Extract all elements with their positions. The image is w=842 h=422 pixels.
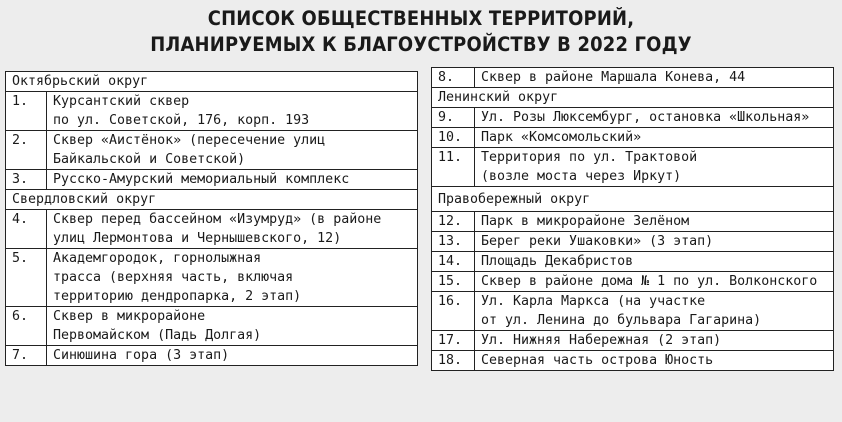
item-name-line: Ул. Нижняя Набережная (2 этап) bbox=[481, 333, 722, 348]
item-number: 18. bbox=[432, 351, 475, 371]
item-name-line: Сквер в районе дома № 1 по ул. Волконского bbox=[481, 274, 818, 289]
item-name bbox=[475, 272, 834, 292]
item-number: 11. bbox=[432, 148, 475, 187]
item-name-line: Берег реки Ушаковки» (3 этап) bbox=[481, 234, 714, 249]
item-number: 14. bbox=[432, 252, 475, 272]
item-name-line: Байкальской и Советской) bbox=[53, 152, 246, 167]
table-row bbox=[432, 68, 834, 88]
table-row bbox=[432, 128, 834, 148]
table-row bbox=[432, 292, 834, 331]
item-number: 6. bbox=[6, 307, 47, 346]
table-row bbox=[432, 212, 834, 232]
item-number: 8. bbox=[432, 68, 475, 88]
district-header-row bbox=[6, 190, 418, 210]
page-title bbox=[34, 6, 809, 58]
table-row bbox=[432, 232, 834, 252]
item-name-line: по ул. Советской, 176, корп. 193 bbox=[53, 113, 310, 128]
district-header: Правобережный округ bbox=[432, 187, 834, 212]
item-name bbox=[475, 351, 834, 371]
item-number: 13. bbox=[432, 232, 475, 252]
item-number: 4. bbox=[6, 210, 47, 249]
item-name-line: улиц Лермонтова и Чернышевского, 12) bbox=[53, 231, 342, 246]
district-header: Свердловский округ bbox=[6, 190, 418, 210]
district-header: Октябрьский округ bbox=[6, 72, 418, 92]
item-number: 5. bbox=[6, 249, 47, 307]
item-number: 1. bbox=[6, 92, 47, 131]
item-number: 17. bbox=[432, 331, 475, 351]
item-name-line: Сквер в районе Маршала Конева, 44 bbox=[481, 70, 746, 85]
item-name bbox=[475, 252, 834, 272]
item-number: 9. bbox=[432, 108, 475, 128]
item-name-line: Сквер в микрорайоне bbox=[53, 309, 206, 324]
item-name-line: Курсантский сквер bbox=[53, 94, 190, 109]
district-header: Ленинский округ bbox=[432, 88, 834, 108]
table-row bbox=[6, 210, 418, 249]
left-territory-table bbox=[5, 71, 418, 366]
item-name bbox=[47, 249, 418, 307]
item-name bbox=[47, 170, 418, 190]
table-row bbox=[432, 148, 834, 187]
item-name bbox=[47, 346, 418, 366]
item-number: 16. bbox=[432, 292, 475, 331]
table-row bbox=[6, 249, 418, 307]
item-name bbox=[475, 212, 834, 232]
title-line-2: ПЛАНИРУЕМЫХ К БЛАГОУСТРОЙСТВУ В 2022 ГОДУ bbox=[150, 33, 692, 56]
district-header-row bbox=[6, 72, 418, 92]
item-name-line: Парк в микрорайоне Зелёном bbox=[481, 214, 690, 229]
item-name-line: от ул. Ленина до бульвара Гагарина) bbox=[481, 313, 762, 328]
item-name bbox=[475, 68, 834, 88]
table-row bbox=[6, 307, 418, 346]
item-name-line: Сквер «Аистёнок» (пересечение улиц bbox=[53, 133, 326, 148]
table-row bbox=[6, 170, 418, 190]
item-number: 3. bbox=[6, 170, 47, 190]
item-name-line: Ул. Розы Люксембург, остановка «Школьная» bbox=[481, 110, 810, 125]
item-number: 10. bbox=[432, 128, 475, 148]
district-header-row bbox=[432, 88, 834, 108]
table-row bbox=[432, 351, 834, 371]
item-name-line: Площадь Декабристов bbox=[481, 254, 634, 269]
title-line-1: СПИСОК ОБЩЕСТВЕННЫХ ТЕРРИТОРИЙ, bbox=[207, 7, 635, 30]
item-name bbox=[475, 232, 834, 252]
item-name bbox=[475, 148, 834, 187]
table-row bbox=[432, 108, 834, 128]
item-name-line: Синюшина гора (3 этап) bbox=[53, 348, 230, 363]
item-name bbox=[47, 307, 418, 346]
table-row bbox=[432, 331, 834, 351]
item-name-line: Русско-Амурский мемориальный комплекс bbox=[53, 172, 350, 187]
item-name-line: Северная часть острова Юность bbox=[481, 353, 714, 368]
item-name-line: Парк «Комсомольский» bbox=[481, 130, 642, 145]
table-row bbox=[432, 272, 834, 292]
item-name-line: Территория по ул. Трактовой bbox=[481, 150, 698, 165]
item-name bbox=[47, 92, 418, 131]
district-header-row bbox=[432, 187, 834, 212]
item-name bbox=[475, 108, 834, 128]
table-row bbox=[6, 346, 418, 366]
item-name-line: Академгородок, горнолыжная bbox=[53, 251, 262, 266]
item-name bbox=[475, 331, 834, 351]
item-name-line: (возле моста через Иркут) bbox=[481, 169, 682, 184]
right-territory-table bbox=[431, 67, 834, 371]
item-name-line: Сквер перед бассейном «Изумруд» (в районе bbox=[53, 212, 382, 227]
item-name-line: трасса (верхняя часть, включая bbox=[53, 270, 294, 285]
item-number: 12. bbox=[432, 212, 475, 232]
table-row bbox=[6, 131, 418, 170]
table-row bbox=[432, 252, 834, 272]
item-name-line: Первомайском (Падь Долгая) bbox=[53, 328, 262, 343]
item-number: 15. bbox=[432, 272, 475, 292]
item-name bbox=[475, 128, 834, 148]
item-name bbox=[47, 210, 418, 249]
table-row bbox=[6, 92, 418, 131]
item-name-line: Ул. Карла Маркса (на участке bbox=[481, 294, 706, 309]
item-name bbox=[475, 292, 834, 331]
item-name-line: территорию дендропарка, 2 этап) bbox=[53, 289, 302, 304]
item-number: 2. bbox=[6, 131, 47, 170]
item-name bbox=[47, 131, 418, 170]
item-number: 7. bbox=[6, 346, 47, 366]
